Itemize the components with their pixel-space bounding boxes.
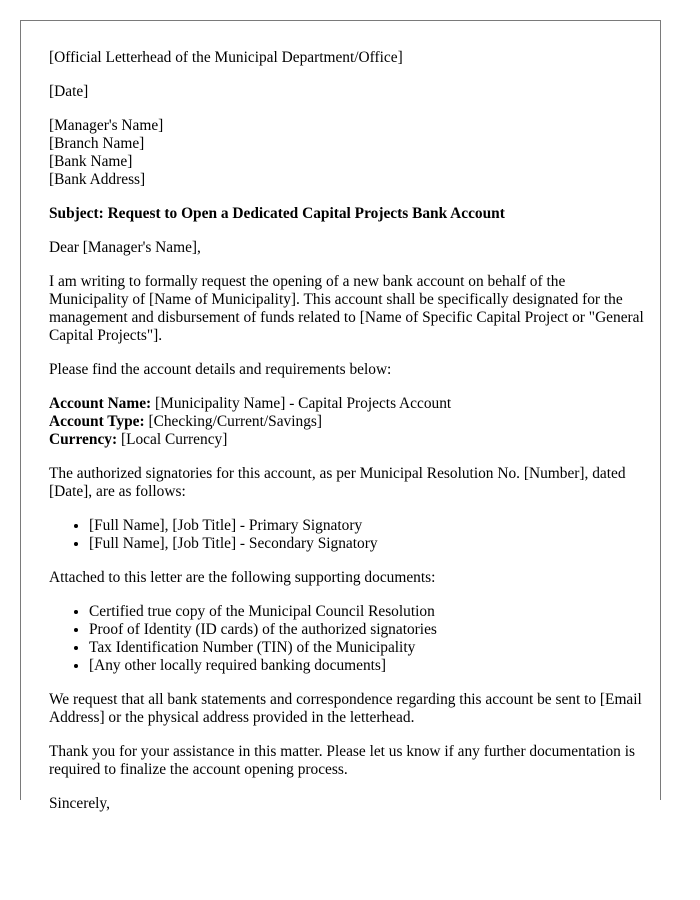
detail-label: Account Name: [49, 395, 152, 412]
signatory-item: • [Full Name], [Job Title] - Primary Signatory [89, 517, 644, 535]
letter-page [20, 20, 661, 812]
statements-paragraph: We request that all bank statements and correspondence regarding this account be sent to [Email Address] or the physical address provided in the letterhead. [49, 691, 642, 726]
intro-paragraph: I am writing to formally request the opening of a new bank account on behalf of the Municipality of [Name of Municipality]. This account shall be specifically designated for the management and disbursement of funds related to [Name of Specific Capital Project or "General Capital Projects"]. [49, 273, 644, 344]
salutation: Dear [Manager's Name], [49, 239, 201, 256]
recipient-manager: [Manager's Name] [49, 117, 164, 134]
subject-line: Subject: Request to Open a Dedicated Capital Projects Bank Account [49, 205, 505, 222]
detail-value: [Municipality Name] - Capital Projects Account [151, 395, 452, 412]
detail-label: Currency: [49, 431, 118, 448]
recipient-block [49, 117, 644, 189]
document-item: • Tax Identification Number (TIN) of the Municipality [89, 639, 644, 657]
recipient-bank: [Bank Name] [49, 153, 133, 170]
detail-row [49, 395, 644, 413]
document-item: • Proof of Identity (ID cards) of the authorized signatories [89, 621, 644, 639]
detail-value: [Checking/Current/Savings] [144, 413, 323, 430]
documents-intro: Attached to this letter are the following supporting documents: [49, 569, 436, 586]
closing-paragraph: Thank you for your assistance in this matter. Please let us know if any further documentation is required to finalize the account opening process. [49, 743, 635, 778]
account-details [49, 395, 644, 449]
document-item: • Certified true copy of the Municipal Council Resolution [89, 603, 644, 621]
detail-value: [Local Currency] [117, 431, 228, 448]
signatory-item: • [Full Name], [Job Title] - Secondary Signatory [89, 535, 644, 553]
recipient-branch: [Branch Name] [49, 135, 145, 152]
recipient-address: [Bank Address] [49, 171, 146, 188]
details-intro: Please find the account details and requirements below: [49, 361, 392, 378]
letter-date: [Date] [49, 83, 89, 100]
document-item: • [Any other locally required banking documents] [89, 657, 644, 675]
detail-row [49, 431, 644, 449]
documents-list [49, 603, 644, 675]
signoff: Sincerely, [49, 795, 110, 812]
detail-row [49, 413, 644, 431]
letterhead: [Official Letterhead of the Municipal Department/Office] [49, 49, 403, 66]
signatories-intro: The authorized signatories for this account, as per Municipal Resolution No. [Number], dated [Date], are as follows: [49, 465, 626, 500]
signatories-list [49, 517, 644, 553]
detail-label: Account Type: [49, 413, 145, 430]
letter-content [49, 49, 644, 829]
